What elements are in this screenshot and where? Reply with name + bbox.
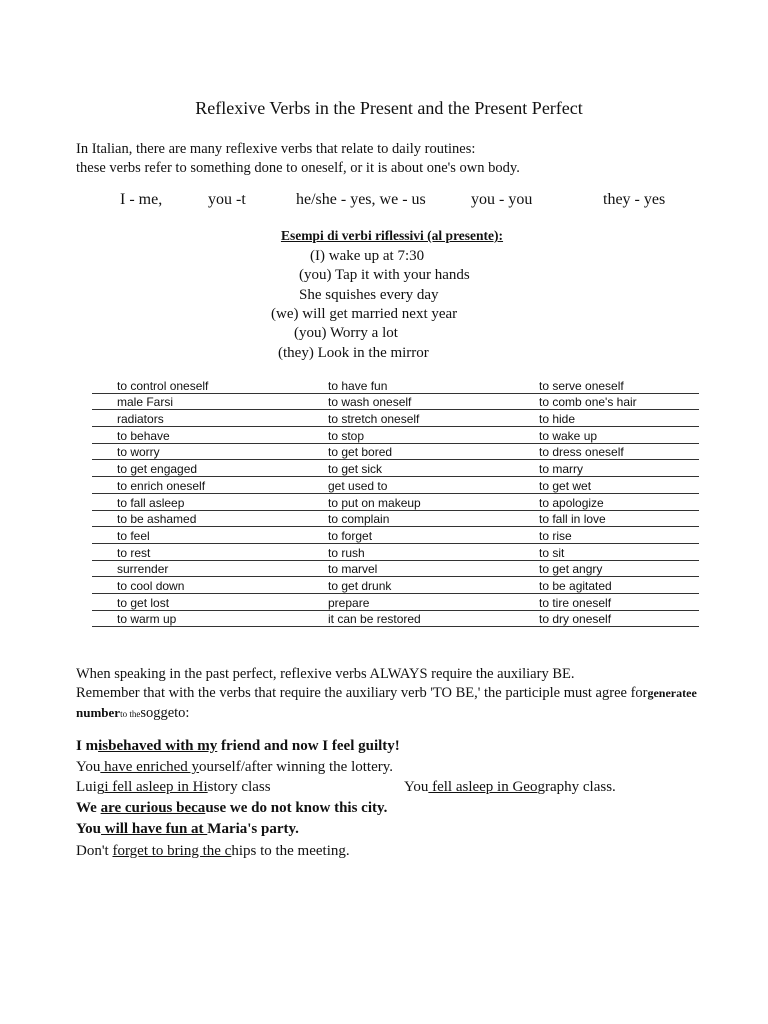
note-emphasis: number xyxy=(76,705,121,720)
sentence-underlined: i fell asleep in Hi xyxy=(104,779,208,795)
sentence-part: hips to the meeting. xyxy=(231,843,350,859)
example-sentence xyxy=(76,738,400,755)
verb-cell: to rush xyxy=(303,543,514,560)
example-line: (we) will get married next year xyxy=(271,306,458,322)
intro-paragraph xyxy=(76,140,756,178)
verb-cell: to dry oneself xyxy=(514,610,699,627)
sentence-part: ourself/after winning the lottery. xyxy=(199,759,394,775)
verb-row xyxy=(92,493,699,510)
verb-cell: to get bored xyxy=(303,443,514,460)
verb-row xyxy=(92,543,699,560)
verb-cell: to stop xyxy=(303,427,514,444)
verb-cell: male Farsi xyxy=(92,393,303,410)
verb-cell: to be agitated xyxy=(514,577,699,594)
verb-cell: to feel xyxy=(92,527,303,544)
pronoun-pair: they - yes xyxy=(603,191,666,208)
sentence-part: story class xyxy=(207,779,271,795)
verb-cell: to have fun xyxy=(303,377,514,393)
verb-cell: to be ashamed xyxy=(92,510,303,527)
verb-cell: to wash oneself xyxy=(303,393,514,410)
intro-line: In Italian, there are many reflexive verbs that relate to daily routines: xyxy=(76,141,476,157)
verb-row xyxy=(92,443,699,460)
verb-row xyxy=(92,377,699,393)
verb-cell: to apologize xyxy=(514,493,699,510)
verb-cell: surrender xyxy=(92,560,303,577)
pronoun-pair: I - me, xyxy=(120,191,163,208)
verb-cell: to get engaged xyxy=(92,460,303,477)
verb-row xyxy=(92,593,699,610)
sentence-underlined: have enriched y xyxy=(100,759,200,775)
example-sentence xyxy=(404,779,616,796)
verb-row xyxy=(92,527,699,544)
verb-cell: to comb one's hair xyxy=(514,393,699,410)
sentence-part: We xyxy=(76,800,101,816)
note-text: soggeto: xyxy=(140,705,190,721)
verb-cell: to put on makeup xyxy=(303,493,514,510)
verb-cell: to fall in love xyxy=(514,510,699,527)
verb-row xyxy=(92,393,699,410)
note-small: to the xyxy=(120,709,141,719)
verb-cell: radiators xyxy=(92,410,303,427)
verb-row xyxy=(92,410,699,427)
example-line: (they) Look in the mirror xyxy=(278,345,429,361)
pronoun-pair: you - you xyxy=(471,191,533,208)
verb-cell: to get lost xyxy=(92,593,303,610)
sentence-part: graphy class. xyxy=(537,779,616,795)
verb-cell: to enrich oneself xyxy=(92,477,303,494)
note-text: Remember that with the verbs that require the auxiliary verb 'TO BE,' the participle must agree for xyxy=(76,685,648,701)
sentence-part: Don't xyxy=(76,843,113,859)
verb-cell: to behave xyxy=(92,427,303,444)
sentence-part: You xyxy=(76,821,102,837)
verb-cell: to marvel xyxy=(303,560,514,577)
note-line: When speaking in the past perfect, reflexive verbs ALWAYS require the auxiliary BE. xyxy=(76,666,575,682)
verb-cell: to get sick xyxy=(303,460,514,477)
verb-row xyxy=(92,560,699,577)
verb-cell: prepare xyxy=(303,593,514,610)
verb-cell: to marry xyxy=(514,460,699,477)
verb-cell: to wake up xyxy=(514,427,699,444)
verb-cell: to fall asleep xyxy=(92,493,303,510)
verb-cell: to serve oneself xyxy=(514,377,699,393)
sentence-part: friend and now I feel guilty! xyxy=(217,738,400,754)
verb-row xyxy=(92,460,699,477)
verb-cell: to get wet xyxy=(514,477,699,494)
example-line: (you) Tap it with your hands xyxy=(299,267,470,283)
sentence-underlined: forget to bring the c xyxy=(112,843,232,859)
example-line: (you) Worry a lot xyxy=(294,325,398,341)
verb-cell: to cool down xyxy=(92,577,303,594)
sentence-part: You xyxy=(76,759,101,775)
example-sentence xyxy=(76,843,350,860)
example-sentence xyxy=(76,779,271,796)
past-perfect-note xyxy=(76,665,766,724)
verb-row xyxy=(92,510,699,527)
intro-line: these verbs refer to something done to oneself, or it is about one's own body. xyxy=(76,160,520,176)
pronoun-pair: you -t xyxy=(208,191,246,208)
verb-cell: to get angry xyxy=(514,560,699,577)
note-emphasis: generatee xyxy=(647,686,697,700)
sentence-part: Luig xyxy=(76,779,105,795)
verb-row xyxy=(92,477,699,494)
verb-cell: to tire oneself xyxy=(514,593,699,610)
verb-cell: to rise xyxy=(514,527,699,544)
example-line: She squishes every day xyxy=(299,287,439,303)
sentence-underlined: will have fun at xyxy=(101,821,208,837)
verb-cell: it can be restored xyxy=(303,610,514,627)
verb-cell: to warm up xyxy=(92,610,303,627)
verb-row xyxy=(92,610,699,627)
page-title: Reflexive Verbs in the Present and the Present Perfect xyxy=(195,98,583,118)
examples-heading: Esempi di verbi riflessivi (al presente): xyxy=(280,228,504,243)
pronoun-pair: he/she - yes, we - us xyxy=(296,191,426,208)
verb-cell: to worry xyxy=(92,443,303,460)
verb-cell: to rest xyxy=(92,543,303,560)
sentence-underlined: isbehaved with my xyxy=(98,738,218,754)
verb-cell: to dress oneself xyxy=(514,443,699,460)
sentence-part: I m xyxy=(76,738,99,754)
example-sentence xyxy=(76,759,393,776)
sentence-part: Maria's party. xyxy=(207,821,299,837)
verb-cell: to get drunk xyxy=(303,577,514,594)
sentence-part: You xyxy=(404,779,429,795)
verb-cell: get used to xyxy=(303,477,514,494)
note-line xyxy=(76,703,766,724)
verb-cell: to stretch oneself xyxy=(303,410,514,427)
verb-table xyxy=(92,377,699,627)
sentence-underlined: fell asleep in Geo xyxy=(428,779,538,795)
verb-cell: to hide xyxy=(514,410,699,427)
verb-cell: to forget xyxy=(303,527,514,544)
verb-row xyxy=(92,427,699,444)
note-line xyxy=(76,684,766,703)
verb-row xyxy=(92,577,699,594)
example-sentence xyxy=(76,800,387,817)
example-line: (I) wake up at 7:30 xyxy=(310,248,425,264)
sentence-part: use we do not know this city. xyxy=(205,800,388,816)
sentence-underlined: are curious beca xyxy=(100,800,206,816)
verb-cell: to sit xyxy=(514,543,699,560)
example-sentence xyxy=(76,821,299,838)
verb-cell: to control oneself xyxy=(92,377,303,393)
verb-cell: to complain xyxy=(303,510,514,527)
